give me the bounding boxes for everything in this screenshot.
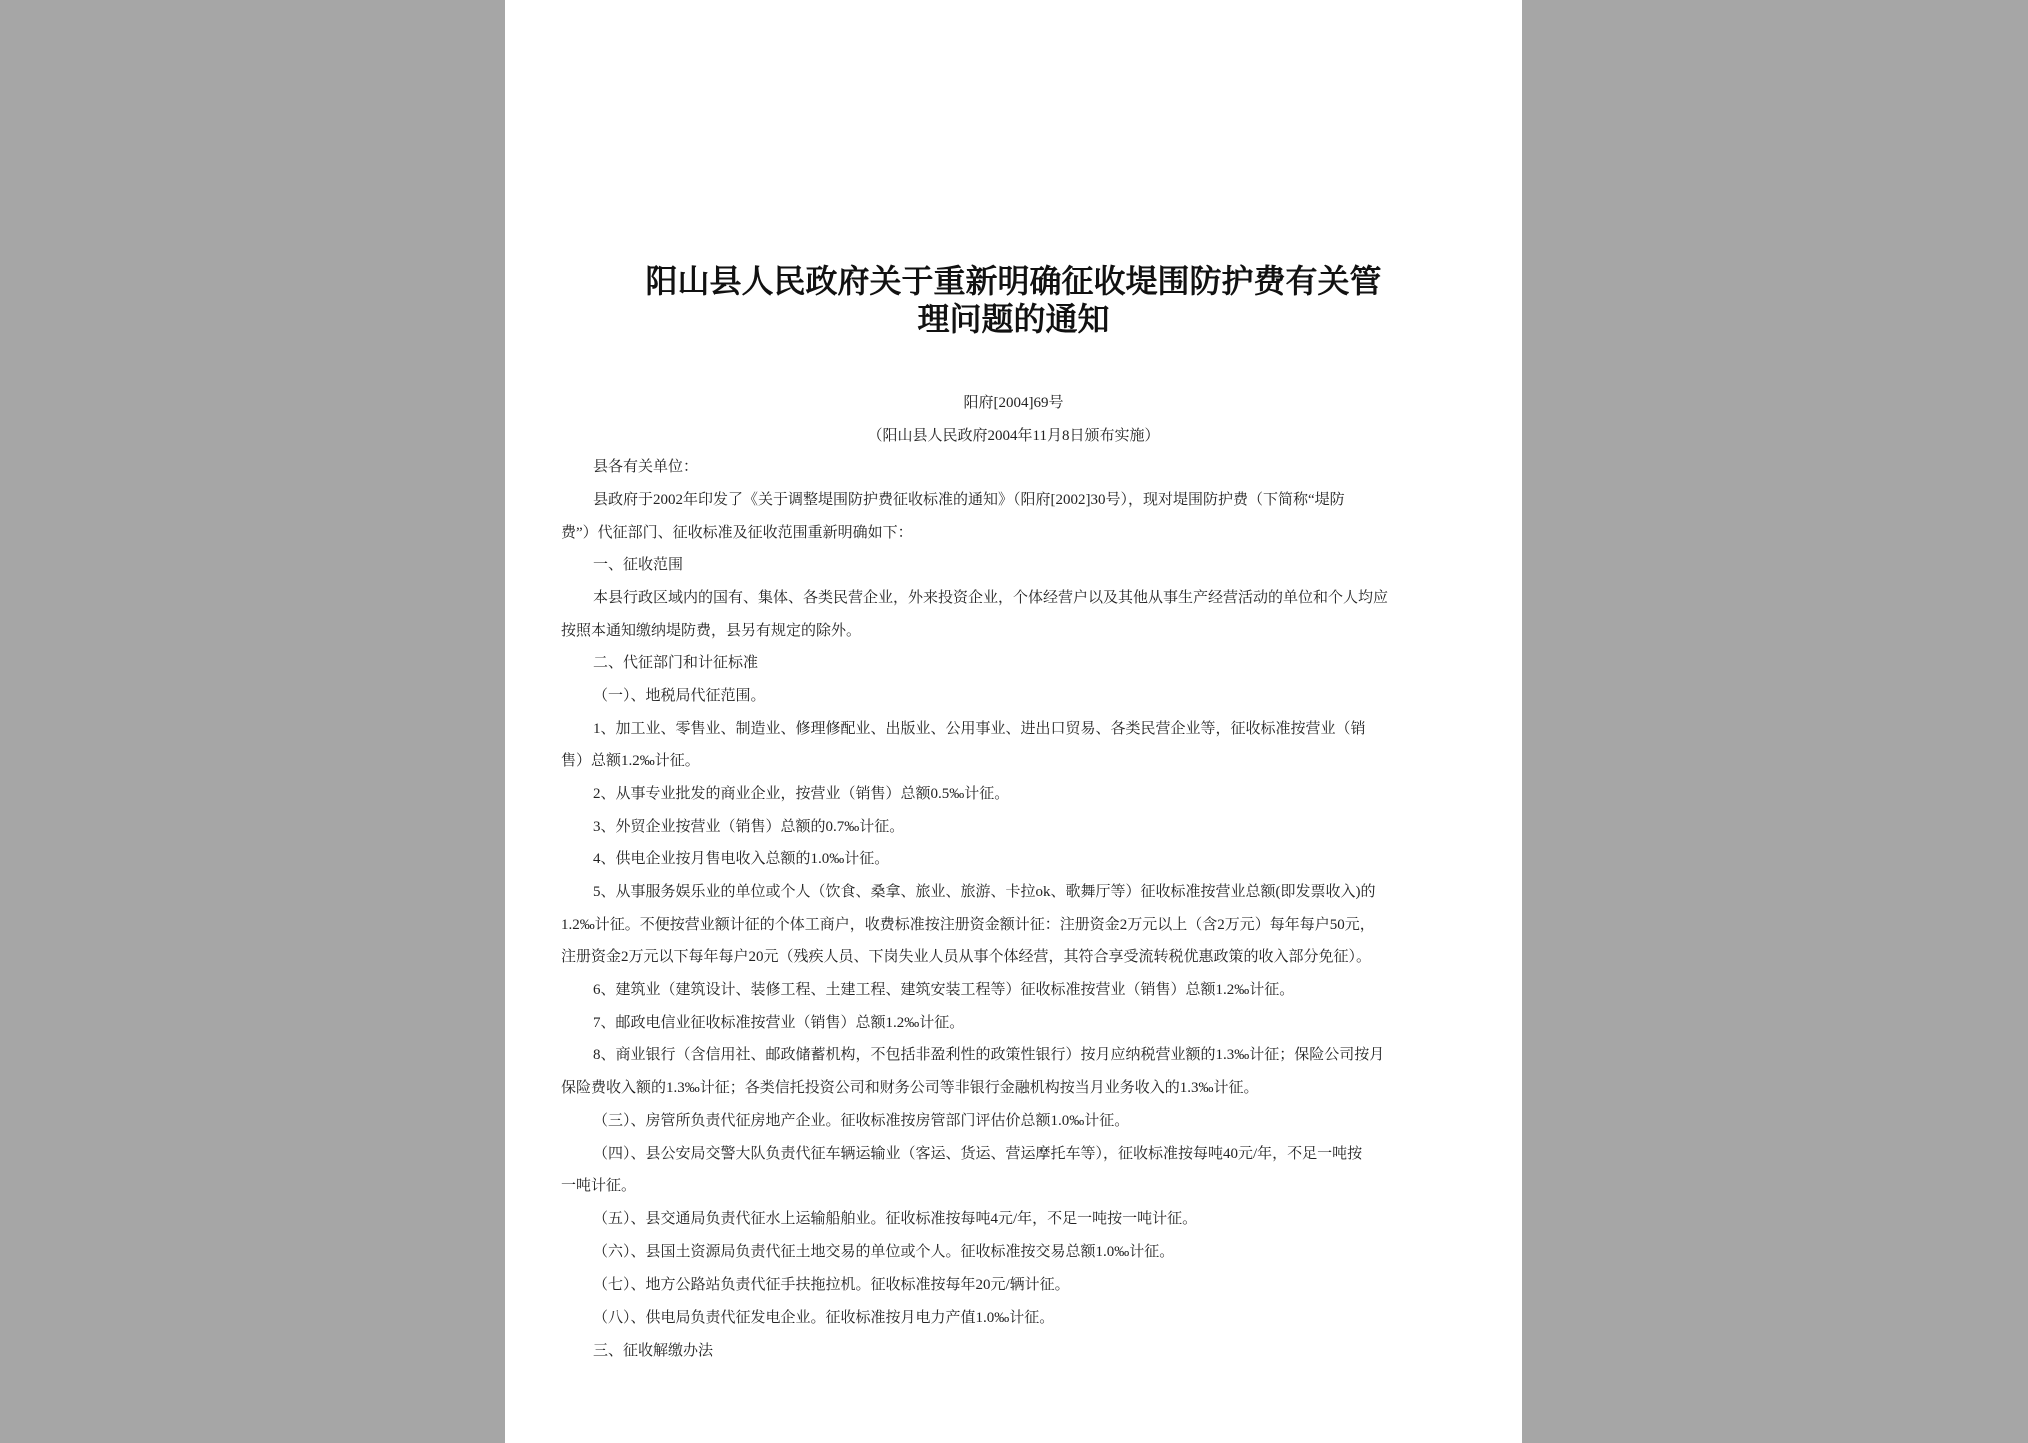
body-line: （八）、供电局负责代征发电企业。征收标准按月电力产值1.0‰计征。: [593, 1310, 1055, 1326]
body-line: （三）、房管所负责代征房地产企业。征收标准按房管部门评估价总额1.0‰计征。: [593, 1113, 1130, 1129]
body-line: （四）、县公安局交警大队负责代征车辆运输业（客运、货运、营运摩托车等），征收标准按每吨40元/年，不足一吨按: [593, 1146, 1363, 1162]
body-line: 一、征收范围: [593, 557, 684, 573]
body-line: （六）、县国土资源局负责代征土地交易的单位或个人。征收标准按交易总额1.0‰计征。: [593, 1244, 1175, 1260]
issued-note: （阳山县人民政府2004年11月8日颁布实施）: [867, 428, 1160, 444]
body-line: （七）、地方公路站负责代征手扶拖拉机。征收标准按每年20元/辆计征。: [593, 1277, 1070, 1293]
body-line: 售）总额1.2‰计征。: [561, 753, 700, 769]
body-line: （五）、县交通局负责代征水上运输船舶业。征收标准按每吨4元/年，不足一吨按一吨计征。: [593, 1211, 1198, 1227]
body-line: 6、建筑业（建筑设计、装修工程、土建工程、建筑安装工程等）征收标准按营业（销售）总额1.2‰计征。: [593, 982, 1295, 998]
body-line: 本县行政区域内的国有、集体、各类民营企业，外来投资企业，个体经营户以及其他从事生产经营活动的单位和个人均应: [593, 590, 1389, 606]
body-line: 5、从事服务娱乐业的单位或个人（饮食、桑拿、旅业、旅游、卡拉ok、歌舞厅等）征收标准按营业总额(即发票收入)的: [593, 884, 1376, 900]
document-title: [565, 262, 1462, 338]
document-number: 阳府[2004]69号: [963, 395, 1064, 411]
body-line: 费”）代征部门、征收标准及征收范围重新明确如下：: [561, 525, 913, 541]
body-line: 4、供电企业按月售电收入总额的1.0‰计征。: [593, 851, 890, 867]
body-line: 二、代征部门和计征标准: [593, 655, 759, 671]
body-line: 一吨计征。: [561, 1178, 637, 1194]
body-line: 1、加工业、零售业、制造业、修理修配业、出版业、公用事业、进出口贸易、各类民营企业等，征收标准按营业（销: [593, 721, 1366, 737]
body-line: 县政府于2002年印发了《关于调整堤围防护费征收标准的通知》（阳府[2002]30号），现对堤围防护费（下简称“堤防: [593, 492, 1345, 508]
body-line: 县各有关单位：: [593, 459, 699, 475]
body-line: 保险费收入额的1.3‰计征；各类信托投资公司和财务公司等非银行金融机构按当月业务收入的1.3‰计征。: [561, 1080, 1259, 1096]
body-line: 8、商业银行（含信用社、邮政储蓄机构，不包括非盈利性的政策性银行）按月应纳税营业额的1.3‰计征；保险公司按月: [593, 1047, 1385, 1063]
body-line: 1.2‰计征。不便按营业额计征的个体工商户，收费标准按注册资金额计征：注册资金2万元以上（含2万元）每年每户50元，: [561, 917, 1375, 933]
body-line: 7、邮政电信业征收标准按营业（销售）总额1.2‰计征。: [593, 1015, 965, 1031]
document-page: [505, 0, 1522, 1443]
body-line: 按照本通知缴纳堤防费，县另有规定的除外。: [561, 623, 862, 639]
body-line: 三、征收解缴办法: [593, 1343, 714, 1359]
title-line-1: 阳山县人民政府关于重新明确征收堤围防护费有关管: [645, 262, 1382, 300]
body-line: 注册资金2万元以下每年每户20元（残疾人员、下岗失业人员从事个体经营，其符合享受流转税优惠政策的收入部分免征）。: [561, 949, 1372, 965]
title-line-2: 理问题的通知: [917, 300, 1110, 338]
body-line: （一）、地税局代征范围。: [593, 688, 766, 704]
body-line: 2、从事专业批发的商业企业，按营业（销售）总额0.5‰计征。: [593, 786, 1010, 802]
body-line: 3、外贸企业按营业（销售）总额的0.7‰计征。: [593, 819, 905, 835]
